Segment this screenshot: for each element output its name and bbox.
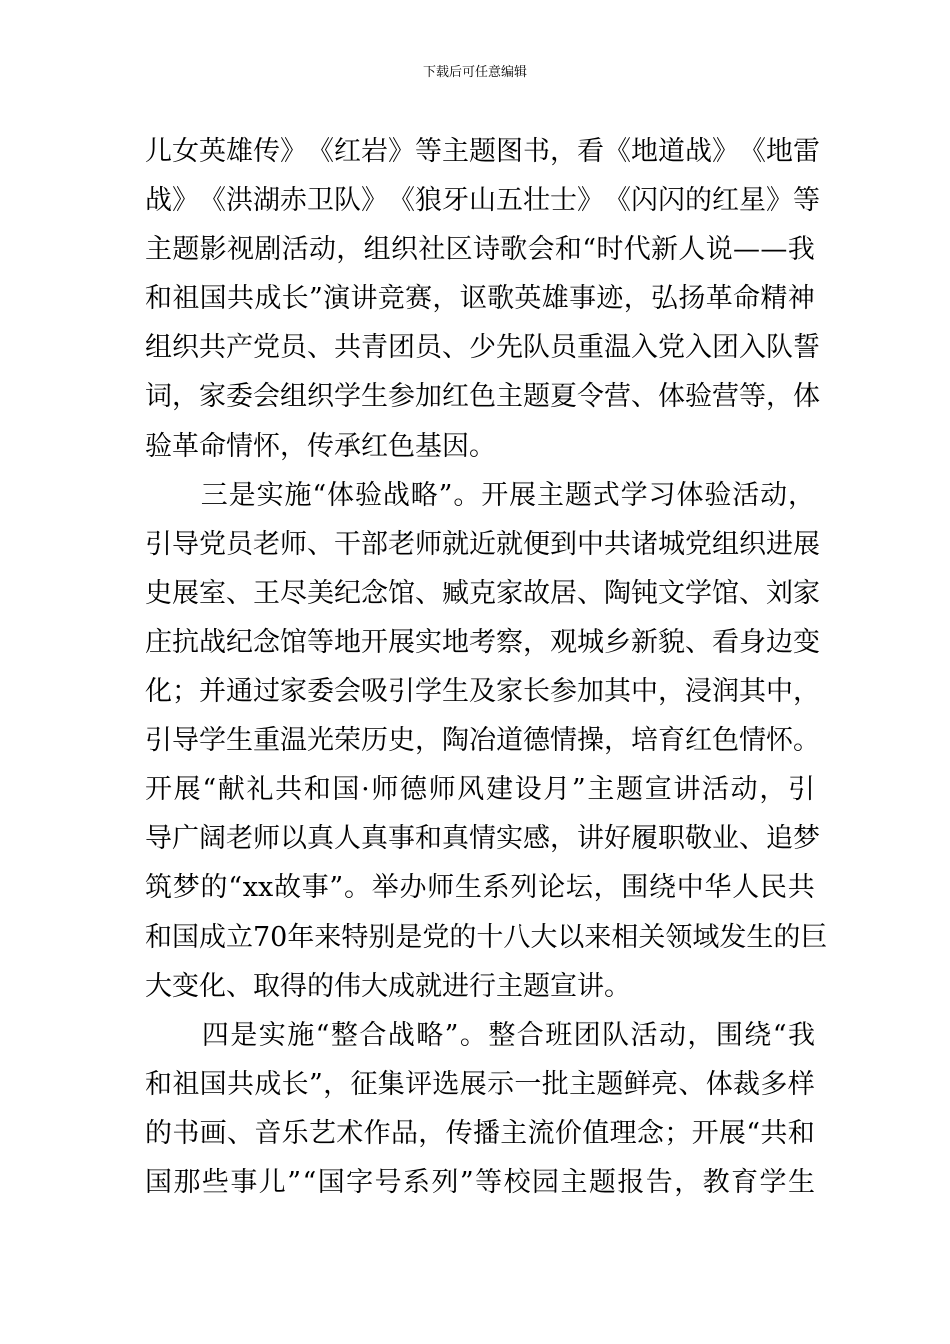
text-line: 化 ； 并 通 过 家 委 会 吸 引 学 生 及 家 长 参 加 其 中 ， 浸 润 其 中 ， (145, 676, 820, 708)
text-line: 导 广 阔 老 师 以 真 人 真 事 和 真 情 实 感 ， 讲 好 履 职 敬 业 、 追 梦 (145, 823, 820, 855)
text-line: 三 是 实 施 “ 体 验 战 略 ” 。 开 展 主 题 式 学 习 体 验 活 动 ， (200, 479, 815, 511)
text-line: 验革命情怀，传承红色基因。 (145, 430, 496, 462)
text-line: 和 祖 国 共 成 长 ” 演 讲 竞 赛 ， 讴 歌 英 雄 事 迹 ， 弘 扬 革 命 精 神 (145, 283, 815, 315)
text-line: 和 国 成 立 70 年 来 特 别 是 党 的 十 八 大 以 来 相 关 领 域 发 生 的 巨 (145, 921, 828, 953)
text-line: 主 题 影 视 剧 活 动 ， 组 织 社 区 诗 歌 会 和 “ 时 代 新 人 说 — — 我 (145, 234, 815, 266)
text-line: 战 》 《 洪 湖 赤 卫 队 》 《 狼 牙 山 五 壮 士 》 《 闪 闪 的 红 星 》 等 (145, 185, 820, 217)
text-line: 史 展 室 、 王 尽 美 纪 念 馆 、 臧 克 家 故 居 、 陶 钝 文 学 馆 、 刘 家 (145, 577, 820, 609)
text-line: 筑 梦 的 “ xx 故 事 ” 。 举 办 师 生 系 列 论 坛 ， 围 绕 中 华 人 民 共 (145, 872, 815, 904)
text-line: 组 织 共 产 党 员 、 共 青 团 员 、 少 先 队 员 重 温 入 党 入 团 入 队 誓 (145, 332, 820, 364)
text-line: 儿 女 英 雄 传 》 《 红 岩 》 等 主 题 图 书 ， 看 《 地 道 战 》 《 地 雷 (145, 136, 820, 167)
page-header: 下载后可任意编辑 (422, 65, 527, 80)
text-line: 引 导 学 生 重 温 光 荣 历 史 ， 陶 冶 道 德 情 操 ， 培 育 红 色 情 怀 。 (145, 725, 820, 757)
text-line: 大变化、取得的伟大成就进行主题宣讲。 (145, 970, 631, 1002)
text-line: 引 导 党 员 老 师 、 干 部 老 师 就 近 就 便 到 中 共 诸 城 党 组 织 进 展 (145, 528, 820, 560)
text-line: 开 展 “ 献 礼 共 和 国 · 师 德 师 风 建 设 月 ” 主 题 宣 讲 活 动 ， 引 (145, 774, 815, 806)
text-line: 的 书 画 、 音 乐 艺 术 作 品 ， 传 播 主 流 价 值 理 念 ； 开 展 “ 共 和 (145, 1117, 815, 1149)
text-line: 四 是 实 施 “ 整 合 战 略 ” 。 整 合 班 团 队 活 动 ， 围 绕 “ 我 (201, 1019, 815, 1051)
text-line: 庄 抗 战 纪 念 馆 等 地 开 展 实 地 考 察 ， 观 城 乡 新 貌 、 看 身 边 变 (145, 626, 820, 658)
text-line: 国 那 些 事 儿 ” “ 国 字 号 系 列 ” 等 校 园 主 题 报 告 ， 教 育 学 生 (145, 1166, 815, 1198)
text-line: 词 ， 家 委 会 组 织 学 生 参 加 红 色 主 题 夏 令 营 、 体 验 营 等 ， 体 (145, 381, 820, 413)
document-body (145, 127, 828, 1207)
text-line: 和 祖 国 共 成 长 ” ， 征 集 评 选 展 示 一 批 主 题 鲜 亮 、 体 裁 多 样 (145, 1068, 815, 1100)
